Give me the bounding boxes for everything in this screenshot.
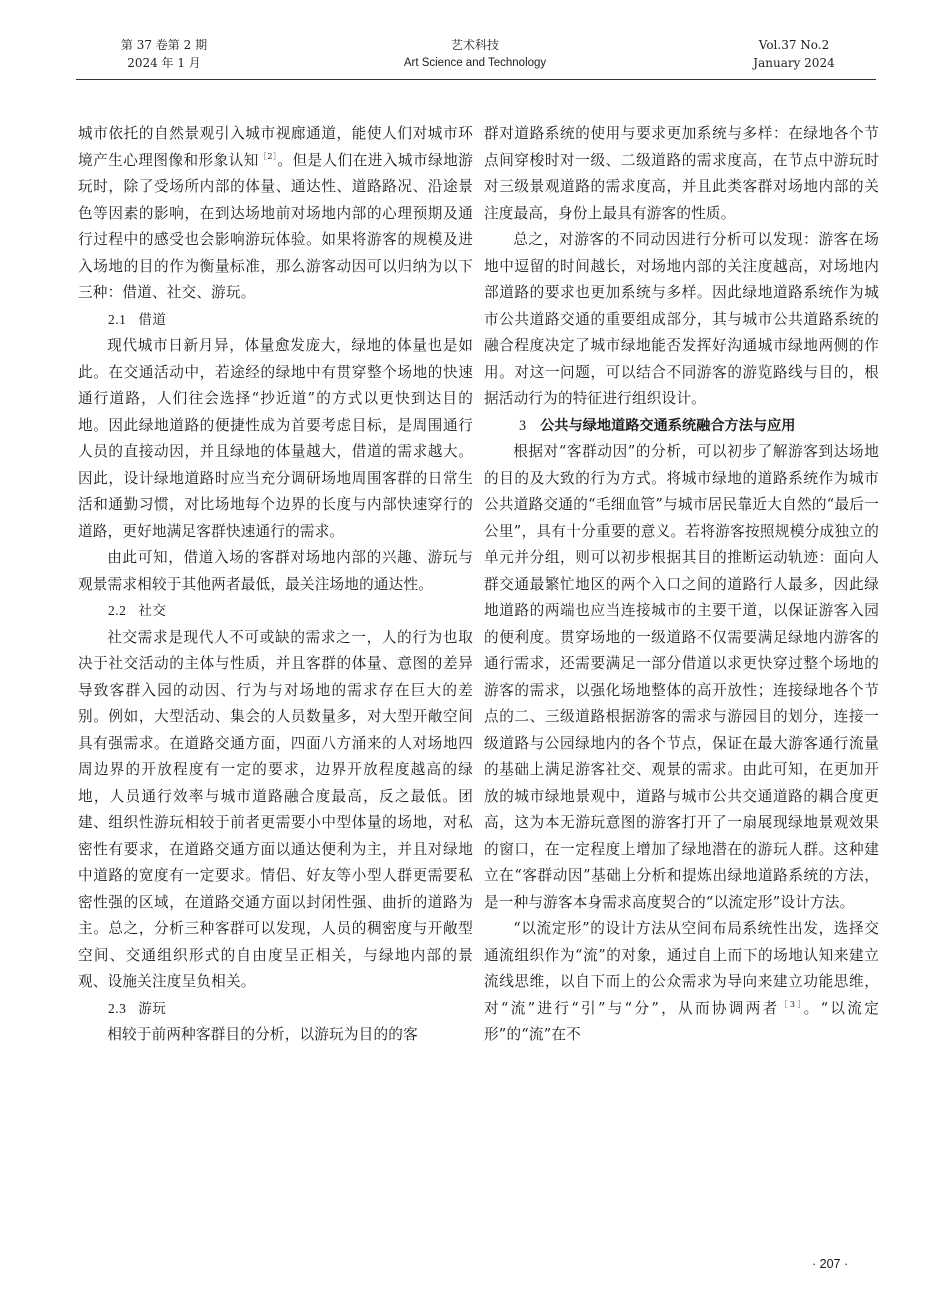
subsection-heading: 2.1 借道 (108, 311, 167, 328)
issue-date-en: January 2024 (753, 56, 835, 70)
paragraph: 社交需求是现代人不可或缺的需求之一，人的行为也取决于社交活动的主体与性质，并且客群的体量、意图的差异导致客群入园的动因、行为与对场地的需求存在巨大的差别。例如，大型活动、集会的人员数量多，对大型开敞空间具有强需求。在道路交通方面，四面八方涌来的人对场地四周边界的开放程度有一定的要求，边界开放程度越高的绿地，人员通行效率与城市道路融合度最高，反之最低。团建、组织性游玩相较于前者更需要小中型体量的场地，对私密性有要求，在道路交通方面以通达便利为主，并且对绿地中道路的宽度有一定要求。情侣、好友等小型人群更需要私密性强的区域，在道路交通方面以封闭性强、曲折的道路为主。总之，分析三种客群可以发现，人员的稠密度与开敞型空间、交通组织形式的自由度呈正相关，与绿地内部的景观、设施关注度呈负相关。 (78, 628, 473, 990)
paragraph: 城市依托的自然景观引入城市视廊通道，能使人们对城市环境产生心理图像和形象认知$^{[2]}$。但是人们在进入城市绿地游玩时，除了受场所内部的体量、通达性、道路路况、沿途景色等因素的影响，在到达场地前对场地内部的心理预期及通行过程中的感受也会影响游玩体验。如果将游客的规模及进入场地的目的作为衡量标准，那么游客动因可以归纳为以下三种：借道、社交、游玩。 (78, 125, 474, 301)
journal-title-en: Art Science and Technology (403, 57, 547, 69)
paragraph: 总之，对游客的不同动因进行分析可以发现：游客在场地中逗留的时间越长，对场地内部的关注度越高，对场地内部道路的要求也更加系统与多样。因此绿地道路系统作为城市公共道路交通的重要组成部分，其与城市公共道路系统的融合程度决定了城市绿地能否发挥好沟通城市绿地两侧的作用。对这一问题，可以结合不同游客的游览路线与目的，根据活动行为的特征进行组织设计。 (484, 231, 879, 407)
page-number: · 207 · (812, 1257, 849, 1271)
right-column (484, 121, 879, 1049)
page-header (76, 36, 874, 80)
volume-issue-en: Vol.37 No.2 (758, 38, 830, 52)
paragraph: 群对道路系统的使用与要求更加系统与多样：在绿地各个节点间穿梭时对一级、二级道路的需求度高，在节点中游玩时对三级景观道路的需求度高，并且此类客群对场地内部的关注度最高，身份上最具有游客的性质。 (484, 125, 879, 222)
paragraph: 相较于前两种客群目的分析，以游玩为目的的客 (107, 1026, 418, 1043)
left-column (78, 121, 473, 1049)
paragraph: 由此可知，借道入场的客群对场地内部的兴趣、游玩与观景需求相较于其他两者最低，最关注场地的通达性。 (78, 549, 473, 593)
issue-date: 2024 年 1 月 (127, 56, 201, 70)
paragraph: 根据对“客群动因”的分析，可以初步了解游客到达场地的目的及大致的行为方式。将城市绿地的道路系统作为城市公共道路交通的“毛细血管”与城市居民靠近大自然的“最后一公里”，具有十分重要的意义。若将游客按照规模分成独立的单元并分组，则可以初步根据其目的推断运动轨迹：面向人群交通最繁忙地区的两个入口之间的道路行人最多，因此绿地道路的两端也应当连接城市的主要干道，以保证游客入园的便利度。贯穿场地的一级道路不仅需要满足绿地内游客的通行需求，还需要满足一部分借道以求更快穿过整个场地的游客的需求，以强化场地整体的高开放性；连接绿地各个节点的二、三级道路根据游客的需求与游园目的划分，连接一级道路与公园绿地内的各个节点，保证在最大游客通行流量的基础上满足游客社交、观景的需求。由此可知，在更加开放的城市绿地景观中，道路与城市公共交通道路的耦合度更高，这为本无游玩意图的游客打开了一扇展现绿地景观效果的窗口，在一定程度上增加了绿地潜在的游玩人群。这种建立在“客群动因”基础上分析和提炼出绿地道路系统的方法，是一种与游客本身需求高度契合的“以流定形”设计方法。 (484, 443, 879, 911)
section-heading: 3 公共与绿地道路交通系统融合方法与应用 (519, 417, 796, 434)
citation-ref: ［3］ (779, 999, 804, 1009)
subsection-heading: 2.2 社交 (108, 603, 167, 619)
paragraph: 现代城市日新月异，体量愈发庞大，绿地的体量也是如此。在交通活动中，若途经的绿地中有贯穿整个场地的快速通行道路，人们往会选择“抄近道”的方式以更快到达目的地。因此绿地道路的便捷性成为首要考虑目标，是周围通行人员的直接动因，并且绿地的体量越大，借道的需求越大。因此，设计绿地道路时应当充分调研场地周围客群的日常生活和通勤习惯，对比场地每个边界的长度与内部快速穿行的道路，更好地满足客群快速通行的需求。 (78, 337, 473, 540)
paragraph: “以流定形”的设计方法从空间布局系统性出发，选择交通流组织作为“流”的对象，通过自上而下的场地认知来建立流线思维，以自下而上的公众需求为导向来建立功能思维，对“流”进行“引”与“分”，从而协调两者$^{[3]}$。“以流定形”的“流”在不 (484, 920, 879, 1043)
citation-ref: ［2］ (258, 151, 278, 161)
volume-issue: 第 37 卷第 2 期 (120, 38, 208, 52)
journal-title-cn: 艺术科技 (450, 38, 499, 52)
header-rule (76, 79, 876, 80)
journal-issue-en (734, 36, 854, 72)
subsection-heading: 2.3 游玩 (108, 1000, 167, 1017)
